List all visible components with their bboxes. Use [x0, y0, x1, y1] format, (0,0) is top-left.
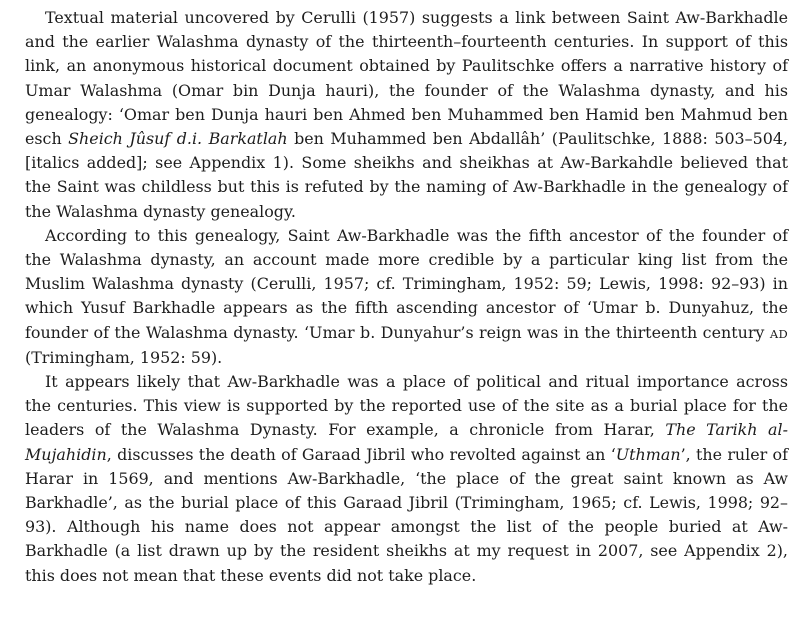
- paragraph-1: [25, 6, 788, 224]
- paragraph-2-text: According to this genealogy, Saint Aw-Barkhadle was the fifth ancestor of the founder of the Walashma dynasty, an account made more credible by a particular king list from the Muslim Walashma dynasty (Cerulli, 1957; cf. Trimingham, 1952: 59; Lewis, 1998: 92–93) in which Yusuf Barkhadle appears as the fifth ascending ancestor of ‘Umar b. Dunyahuz, the founder of the Walashma dynasty. ‘Umar b. Dunyahur’s reign was in the thirteenth century: [25, 225, 788, 342]
- paragraph-2-era-abbrev: AD: [769, 326, 788, 341]
- paragraph-1-italic-quote: Sheich Jûsuf d.i. Barkatlah: [68, 129, 288, 149]
- paragraph-3-italic-name: Uthman: [615, 444, 681, 464]
- paragraph-1-text: Textual material uncovered by Cerulli (1957) suggests a link between Saint Aw-Barkhadle and the earlier Walashma dynasty of the thirteenth–fourteenth centuries. In support of this link, an anonymous historical document obtained by Paulitschke offers a narrative history of Umar Walashma (Omar bin Dunja hauri), the founder of the Walashma dynasty, and his genealogy: ‘Omar ben Dunja hauri ben Ahmed ben Muhammed ben Hamid ben Mahmud ben esch: [25, 8, 788, 149]
- paragraph-2: [25, 224, 788, 370]
- paragraph-3-italic-title: The Tarikh al-Mujahidin: [25, 420, 788, 464]
- paragraph-3-text: It appears likely that Aw-Barkhadle was a place of political and ritual importance across the centuries. This view is supported by the reported use of the site as a burial place for the leaders of the Walashma Dynasty. For example, a chronicle from Harar,: [25, 372, 788, 440]
- paragraph-2-text-continued: (Trimingham, 1952: 59).: [25, 347, 223, 367]
- paragraph-3-text-b: , discusses the death of Garaad Jibril who revolted against an ‘: [106, 444, 616, 464]
- paragraph-3-text-c: ’, the ruler of Harar in 1569, and mentions Aw-Barkhadle, ‘the place of the great saint known as Aw Barkhadle’, as the burial place of this Garaad Jibril (Trimingham, 1965; cf. Lewis, 1998; 92–93). Although his name does not appear amongst the list of the people buried at Aw-Barkhadle (a list drawn up by the resident sheikhs at my request in 2007, see Appendix 2), this does not mean that these events did not take place.: [25, 444, 788, 585]
- paragraph-1-text-continued: ben Muhammed ben Abdallâh’ (Paulitschke, 1888: 503–504, [italics added]; see Appendix 1). Some sheikhs and sheikhas at Aw-Barkahdle believed that the Saint was childless but this is refuted by the naming of Aw-Barkhadle in the genealogy of the Walashma dynasty genealogy.: [25, 129, 788, 221]
- paragraph-3: [25, 370, 788, 588]
